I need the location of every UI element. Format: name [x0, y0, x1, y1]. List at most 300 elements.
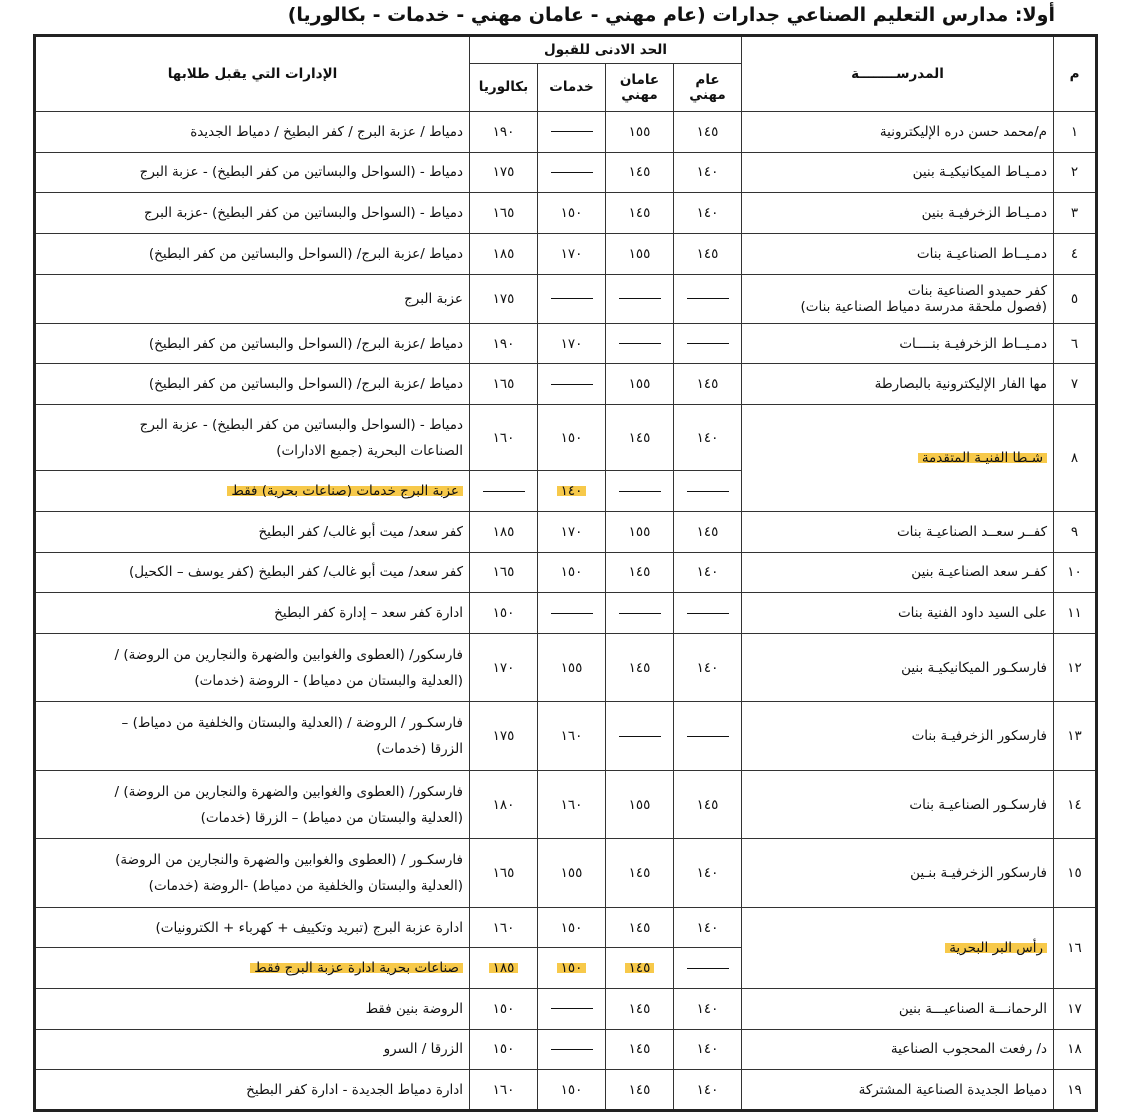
empty-dash [483, 491, 525, 492]
min-baccalaureate [470, 193, 538, 234]
min-general-vocational [674, 907, 742, 948]
table-row [35, 770, 1097, 838]
min-two-year-vocational [606, 1070, 674, 1111]
departments-text-line2: (العدلية والبستان والخلفية من دمياط) -الروضة (خدمات) [148, 877, 463, 894]
min-general-vocational-value: ١٤٠ [696, 1000, 719, 1017]
school-name-cell [742, 323, 1054, 364]
empty-dash [687, 343, 729, 344]
departments-text: فارسكـور / الروضة / (العدلية والبستان والخلفية من دمياط) – [121, 715, 463, 732]
min-baccalaureate [470, 1029, 538, 1070]
min-general-vocational [674, 471, 742, 512]
min-baccalaureate [470, 702, 538, 770]
empty-dash [687, 613, 729, 614]
departments-text: فارسكور/ (العطوى والغوابين والضهرة والنجارين من الروضة) / [114, 646, 463, 663]
school-name: كفــر سعــد الصناعيـة بنات [896, 523, 1048, 540]
row-index [1054, 112, 1097, 153]
empty-dash [619, 343, 661, 344]
departments-cell [35, 593, 470, 634]
departments-text-line2: (العدلية والبستان من دمياط) – الزرقا (خدمات) [200, 809, 463, 826]
min-general-vocational-value: ١٤٠ [696, 919, 719, 936]
departments-cell [35, 511, 470, 552]
min-general-vocational [674, 193, 742, 234]
table-row [35, 1029, 1097, 1070]
empty-dash [619, 736, 661, 737]
min-services [538, 364, 606, 405]
min-services-value: ١٤٠ [557, 483, 587, 499]
min-services [538, 112, 606, 153]
min-baccalaureate-value: ١٦٥ [492, 205, 515, 222]
min-two-year-vocational-value: ١٤٥ [628, 1000, 651, 1017]
departments-text-line2: (العدلية والبستان من دمياط) - الروضة (خدمات) [194, 672, 463, 689]
min-services-value: ١٧٠ [560, 523, 583, 540]
row-index-value: ١٩ [1067, 1081, 1082, 1098]
min-baccalaureate [470, 907, 538, 948]
header-school: المدرســــــــة [742, 36, 1054, 112]
min-services [538, 152, 606, 193]
min-services [538, 323, 606, 364]
departments-text: ادارة دمياط الجديدة - ادارة كفر البطيخ [246, 1081, 463, 1098]
school-name: دمـيــاط الزخرفيـة بنــــات [899, 335, 1048, 352]
table-row [35, 511, 1097, 552]
school-name-cell [742, 152, 1054, 193]
header-departments: الإدارات التي يقبل طلابها [35, 36, 470, 112]
min-two-year-vocational [606, 839, 674, 907]
min-baccalaureate-value: ١٨٥ [489, 960, 519, 976]
empty-dash [619, 613, 661, 614]
min-two-year-vocational-value: ١٥٥ [628, 245, 651, 262]
min-two-year-vocational-value: ١٤٥ [628, 564, 651, 581]
table-row [35, 552, 1097, 593]
min-services-value: ١٧٠ [560, 335, 583, 352]
row-index-value: ١٢ [1067, 659, 1082, 676]
admission-table [33, 34, 1098, 1112]
min-two-year-vocational [606, 274, 674, 323]
school-name-cell [742, 1070, 1054, 1111]
min-two-year-vocational [606, 152, 674, 193]
min-services [538, 1029, 606, 1070]
min-general-vocational-value: ١٤٥ [696, 523, 719, 540]
min-baccalaureate [470, 593, 538, 634]
school-name-cell [742, 405, 1054, 512]
row-index [1054, 633, 1097, 701]
school-name-cell [742, 633, 1054, 701]
school-name: على السيد داود الفنية بنات [897, 605, 1048, 622]
row-index [1054, 233, 1097, 274]
row-index-value: ٤ [1070, 245, 1079, 262]
row-index-value: ١ [1070, 123, 1079, 140]
min-general-vocational-value: ١٤٥ [696, 796, 719, 813]
row-index [1054, 1029, 1097, 1070]
school-name-cell [742, 907, 1054, 988]
min-services [538, 233, 606, 274]
min-services [538, 702, 606, 770]
min-general-vocational-value: ١٤٠ [696, 564, 719, 581]
school-name-cell [742, 702, 1054, 770]
school-name: دمـيـاط الميكانيكيـة بنين [912, 164, 1048, 181]
table-row [35, 193, 1097, 234]
row-index [1054, 593, 1097, 634]
min-general-vocational [674, 1029, 742, 1070]
row-index-value: ٢ [1070, 164, 1079, 181]
school-name-cell [742, 989, 1054, 1030]
row-index [1054, 552, 1097, 593]
row-index-value: ١٣ [1067, 728, 1082, 745]
departments-cell [35, 948, 470, 989]
school-name-cell [742, 112, 1054, 153]
departments-text-line2: الزرقا (خدمات) [376, 741, 463, 758]
departments-cell [35, 274, 470, 323]
departments-text: الزرقا / السرو [383, 1041, 463, 1058]
school-name-cell [742, 1029, 1054, 1070]
empty-dash [551, 384, 593, 385]
row-index [1054, 511, 1097, 552]
min-services [538, 274, 606, 323]
row-index-value: ٦ [1070, 335, 1079, 352]
min-general-vocational-value: ١٤٠ [696, 659, 719, 676]
min-baccalaureate-value: ١٦٠ [492, 429, 515, 446]
min-two-year-vocational-value: ١٤٥ [628, 205, 651, 222]
min-baccalaureate [470, 552, 538, 593]
min-two-year-vocational [606, 948, 674, 989]
school-name: مها الفار الإليكترونية بالبصارطة [874, 376, 1048, 393]
min-baccalaureate-value: ١٥٠ [492, 1041, 515, 1058]
min-baccalaureate [470, 405, 538, 471]
departments-cell [35, 323, 470, 364]
min-baccalaureate-value: ١٨٥ [492, 523, 515, 540]
empty-dash [687, 968, 729, 969]
min-general-vocational [674, 948, 742, 989]
school-name-cell [742, 770, 1054, 838]
min-services-value: ١٥٥ [560, 659, 583, 676]
min-services-value: ١٥٠ [560, 1081, 583, 1098]
row-index-value: ٨ [1070, 450, 1079, 466]
min-baccalaureate-value: ١٧٥ [492, 164, 515, 181]
min-services [538, 593, 606, 634]
min-general-vocational-value: ١٤٠ [696, 429, 719, 446]
min-services-value: ١٥٠ [560, 205, 583, 222]
school-name-cell [742, 552, 1054, 593]
row-index [1054, 770, 1097, 838]
min-general-vocational-value: ١٤٠ [696, 1081, 719, 1098]
min-general-vocational-value: ١٤٥ [696, 123, 719, 140]
min-baccalaureate-value: ١٥٠ [492, 1000, 515, 1017]
min-two-year-vocational [606, 233, 674, 274]
empty-dash [687, 736, 729, 737]
min-general-vocational [674, 633, 742, 701]
departments-text: فارسكـور / (العطوى والغوابين والضهرة والنجارين من الروضة) [115, 851, 463, 868]
departments-text: كفر سعد/ ميت أبو غالب/ كفر البطيخ (كفر يوسف – الكحيل) [128, 564, 463, 581]
min-services [538, 471, 606, 512]
school-name: فارسكور الزخرفيـة بنات [911, 728, 1048, 745]
min-services-value: ١٦٠ [560, 796, 583, 813]
min-services-value: ١٥٥ [560, 864, 583, 881]
min-general-vocational [674, 839, 742, 907]
school-name: كفر حميدو الصناعية بنات [907, 282, 1048, 299]
min-services [538, 511, 606, 552]
min-general-vocational-value: ١٤٠ [696, 205, 719, 222]
page-title: أولا: مدارس التعليم الصناعي جدارات (عام مهني - عامان مهني - خدمات - بكالوريا) [287, 4, 1055, 26]
min-services-value: ١٥٠ [557, 960, 587, 976]
min-two-year-vocational [606, 193, 674, 234]
empty-dash [687, 491, 729, 492]
table-row [35, 593, 1097, 634]
departments-cell [35, 989, 470, 1030]
min-baccalaureate-value: ١٩٠ [492, 123, 515, 140]
row-index-value: ٧ [1070, 376, 1079, 393]
header-min-admission: الحد الادنى للقبول [470, 36, 742, 64]
min-baccalaureate-value: ١٦٥ [492, 564, 515, 581]
min-two-year-vocational [606, 702, 674, 770]
min-baccalaureate [470, 233, 538, 274]
min-baccalaureate [470, 112, 538, 153]
min-two-year-vocational-value: ١٥٥ [628, 796, 651, 813]
min-general-vocational [674, 702, 742, 770]
row-index-value: ١٤ [1067, 796, 1082, 813]
min-baccalaureate-value: ١٦٥ [492, 376, 515, 393]
header-baccalaureate: بكالوريا [470, 64, 538, 112]
table-row [35, 152, 1097, 193]
min-baccalaureate [470, 364, 538, 405]
min-two-year-vocational-value: ١٤٥ [628, 1081, 651, 1098]
min-general-vocational [674, 274, 742, 323]
departments-text: كفر سعد/ ميت أبو غالب/ كفر البطيخ [258, 523, 463, 540]
row-index [1054, 1070, 1097, 1111]
table-row [35, 839, 1097, 907]
header-general-vocational: عام مهني [674, 64, 742, 112]
row-index [1054, 364, 1097, 405]
min-baccalaureate [470, 511, 538, 552]
min-general-vocational [674, 511, 742, 552]
min-two-year-vocational [606, 770, 674, 838]
row-index-value: ١٠ [1067, 564, 1082, 581]
school-name: دمياط الجديدة الصناعية المشتركة [858, 1081, 1048, 1098]
school-name: الرحمانـــة الصناعيـــة بنين [898, 1000, 1048, 1017]
departments-cell [35, 193, 470, 234]
school-name: شـطا الفنيـة المتقدمة [918, 450, 1047, 466]
departments-text: عزبة البرج [404, 290, 463, 307]
min-baccalaureate [470, 839, 538, 907]
school-name: رأس البر البحرية [945, 940, 1047, 956]
header-services: خدمات [538, 64, 606, 112]
row-index [1054, 702, 1097, 770]
school-name-cell [742, 274, 1054, 323]
school-name: فارسكـور الميكانيكيـة بنين [901, 659, 1048, 676]
empty-dash [551, 1008, 593, 1009]
min-baccalaureate [470, 948, 538, 989]
row-index-value: ١٨ [1067, 1041, 1082, 1058]
min-two-year-vocational [606, 364, 674, 405]
row-index-value: ٥ [1070, 290, 1079, 307]
row-index [1054, 152, 1097, 193]
school-name: فارسكـور الصناعيـة بنات [909, 796, 1048, 813]
empty-dash [551, 1049, 593, 1050]
row-index [1054, 405, 1097, 512]
row-index [1054, 193, 1097, 234]
min-services [538, 770, 606, 838]
min-general-vocational [674, 323, 742, 364]
min-general-vocational-value: ١٤٠ [696, 164, 719, 181]
min-services [538, 1070, 606, 1111]
departments-text: صناعات بحرية ادارة عزبة البرج فقط [250, 960, 463, 976]
min-baccalaureate-value: ١٧٠ [492, 659, 515, 676]
min-baccalaureate-value: ١٦٠ [492, 1081, 515, 1098]
school-name-cell [742, 364, 1054, 405]
min-baccalaureate-value: ١٥٠ [492, 605, 515, 622]
min-baccalaureate-value: ١٨٠ [492, 796, 515, 813]
table-row [35, 1070, 1097, 1111]
row-index [1054, 989, 1097, 1030]
min-two-year-vocational [606, 907, 674, 948]
table-row [35, 323, 1097, 364]
min-general-vocational [674, 112, 742, 153]
departments-cell [35, 471, 470, 512]
min-two-year-vocational-value: ١٤٥ [628, 864, 651, 881]
min-two-year-vocational [606, 112, 674, 153]
min-general-vocational-value: ١٤٥ [696, 245, 719, 262]
row-index [1054, 907, 1097, 988]
departments-cell [35, 702, 470, 770]
departments-text: دمياط /عزبة البرج/ (السواحل والبساتين من كفر البطيخ) [148, 376, 463, 393]
min-baccalaureate [470, 770, 538, 838]
min-two-year-vocational-value: ١٤٥ [628, 164, 651, 181]
min-two-year-vocational [606, 405, 674, 471]
min-general-vocational-value: ١٤٠ [696, 864, 719, 881]
row-index [1054, 274, 1097, 323]
min-two-year-vocational-value: ١٥٥ [628, 376, 651, 393]
min-services [538, 552, 606, 593]
row-index-value: ١٦ [1067, 939, 1082, 956]
school-name: دمـيــاط الصناعيـة بنات [916, 245, 1048, 262]
min-general-vocational [674, 152, 742, 193]
row-index [1054, 323, 1097, 364]
min-services-value: ١٥٠ [560, 429, 583, 446]
row-index-value: ٩ [1070, 523, 1079, 540]
min-baccalaureate-value: ١٨٥ [492, 245, 515, 262]
min-baccalaureate [470, 274, 538, 323]
min-baccalaureate [470, 471, 538, 512]
min-two-year-vocational [606, 1029, 674, 1070]
empty-dash [551, 613, 593, 614]
school-name-line2: (فصول ملحقة مدرسة دمياط الصناعية بنات) [800, 298, 1048, 315]
min-baccalaureate [470, 1070, 538, 1111]
table-row [35, 112, 1097, 153]
table-row [35, 907, 1097, 948]
min-two-year-vocational [606, 989, 674, 1030]
departments-cell [35, 1070, 470, 1111]
school-name: د/ رفعت المحجوب الصناعية [890, 1041, 1048, 1058]
departments-cell [35, 907, 470, 948]
empty-dash [551, 298, 593, 299]
row-index-value: ١١ [1067, 605, 1082, 622]
min-services [538, 989, 606, 1030]
row-index-value: ١٧ [1067, 1000, 1082, 1017]
departments-cell [35, 633, 470, 701]
departments-cell [35, 152, 470, 193]
empty-dash [551, 131, 593, 132]
departments-text: دمياط - (السواحل والبساتين من كفر البطيخ) - عزبة البرج [139, 416, 463, 433]
min-baccalaureate-value: ١٦٥ [492, 864, 515, 881]
min-services-value: ١٥٠ [560, 564, 583, 581]
empty-dash [619, 298, 661, 299]
departments-text: الروضة بنين فقط [365, 1000, 463, 1017]
departments-cell [35, 552, 470, 593]
departments-cell [35, 233, 470, 274]
header-index: م [1054, 36, 1097, 112]
min-general-vocational-value: ١٤٥ [696, 376, 719, 393]
min-services [538, 633, 606, 701]
min-baccalaureate-value: ١٦٠ [492, 919, 515, 936]
school-name: كفـر سعد الصناعيـة بنين [911, 564, 1048, 581]
min-services [538, 948, 606, 989]
min-two-year-vocational [606, 471, 674, 512]
min-baccalaureate [470, 633, 538, 701]
min-general-vocational [674, 364, 742, 405]
min-baccalaureate-value: ١٧٥ [492, 290, 515, 307]
min-two-year-vocational-value: ١٤٥ [628, 919, 651, 936]
table-row [35, 274, 1097, 323]
min-general-vocational [674, 552, 742, 593]
min-baccalaureate [470, 989, 538, 1030]
min-two-year-vocational-value: ١٥٥ [628, 123, 651, 140]
min-baccalaureate [470, 152, 538, 193]
departments-text: ادارة عزبة البرج (تبريد وتكييف + كهرباء + الكترونيات) [155, 919, 463, 936]
departments-cell [35, 364, 470, 405]
departments-text: دمياط - (السواحل والبساتين من كفر البطيخ) - عزبة البرج [139, 164, 463, 181]
min-two-year-vocational-value: ١٥٥ [628, 523, 651, 540]
min-baccalaureate-value: ١٩٠ [492, 335, 515, 352]
departments-text: دمياط /عزبة البرج/ (السواحل والبساتين من كفر البطيخ) [148, 245, 463, 262]
school-name: فارسكور الزخرفيـة بنـين [910, 864, 1048, 881]
table-row [35, 364, 1097, 405]
school-name-cell [742, 233, 1054, 274]
header-two-year-vocational: عامان مهني [606, 64, 674, 112]
table-row [35, 989, 1097, 1030]
table-row [35, 405, 1097, 471]
row-index [1054, 839, 1097, 907]
departments-text: عزبة البرج خدمات (صناعات بحرية) فقط [227, 483, 463, 499]
min-services [538, 907, 606, 948]
departments-text: دمياط - (السواحل والبساتين من كفر البطيخ) -عزبة البرج [143, 205, 463, 222]
min-general-vocational [674, 1070, 742, 1111]
school-name-cell [742, 839, 1054, 907]
min-services [538, 405, 606, 471]
departments-text-line2: الصناعات البحرية (جميع الادارات) [276, 442, 463, 459]
min-general-vocational [674, 593, 742, 634]
departments-text: فارسكور/ (العطوى والغوابين والضهرة والنجارين من الروضة) / [114, 783, 463, 800]
min-two-year-vocational-value: ١٤٥ [628, 659, 651, 676]
departments-cell [35, 839, 470, 907]
min-general-vocational [674, 989, 742, 1030]
departments-cell [35, 112, 470, 153]
empty-dash [687, 298, 729, 299]
min-two-year-vocational-value: ١٤٥ [628, 429, 651, 446]
school-name-cell [742, 193, 1054, 234]
school-name: م/محمد حسن دره الإليكترونية [879, 123, 1048, 140]
min-two-year-vocational [606, 633, 674, 701]
min-two-year-vocational [606, 323, 674, 364]
min-services [538, 193, 606, 234]
min-services-value: ١٦٠ [560, 728, 583, 745]
min-baccalaureate [470, 323, 538, 364]
min-services-value: ١٥٠ [560, 919, 583, 936]
min-two-year-vocational [606, 511, 674, 552]
min-two-year-vocational-value: ١٤٥ [628, 1041, 651, 1058]
table-body [35, 112, 1097, 1111]
departments-text: دمياط / عزبة البرج / كفر البطيخ / دمياط الجديدة [190, 123, 463, 140]
table-row [35, 633, 1097, 701]
departments-text: ادارة كفر سعد – إدارة كفر البطيخ [274, 605, 463, 622]
min-two-year-vocational-value: ١٤٥ [625, 960, 655, 976]
